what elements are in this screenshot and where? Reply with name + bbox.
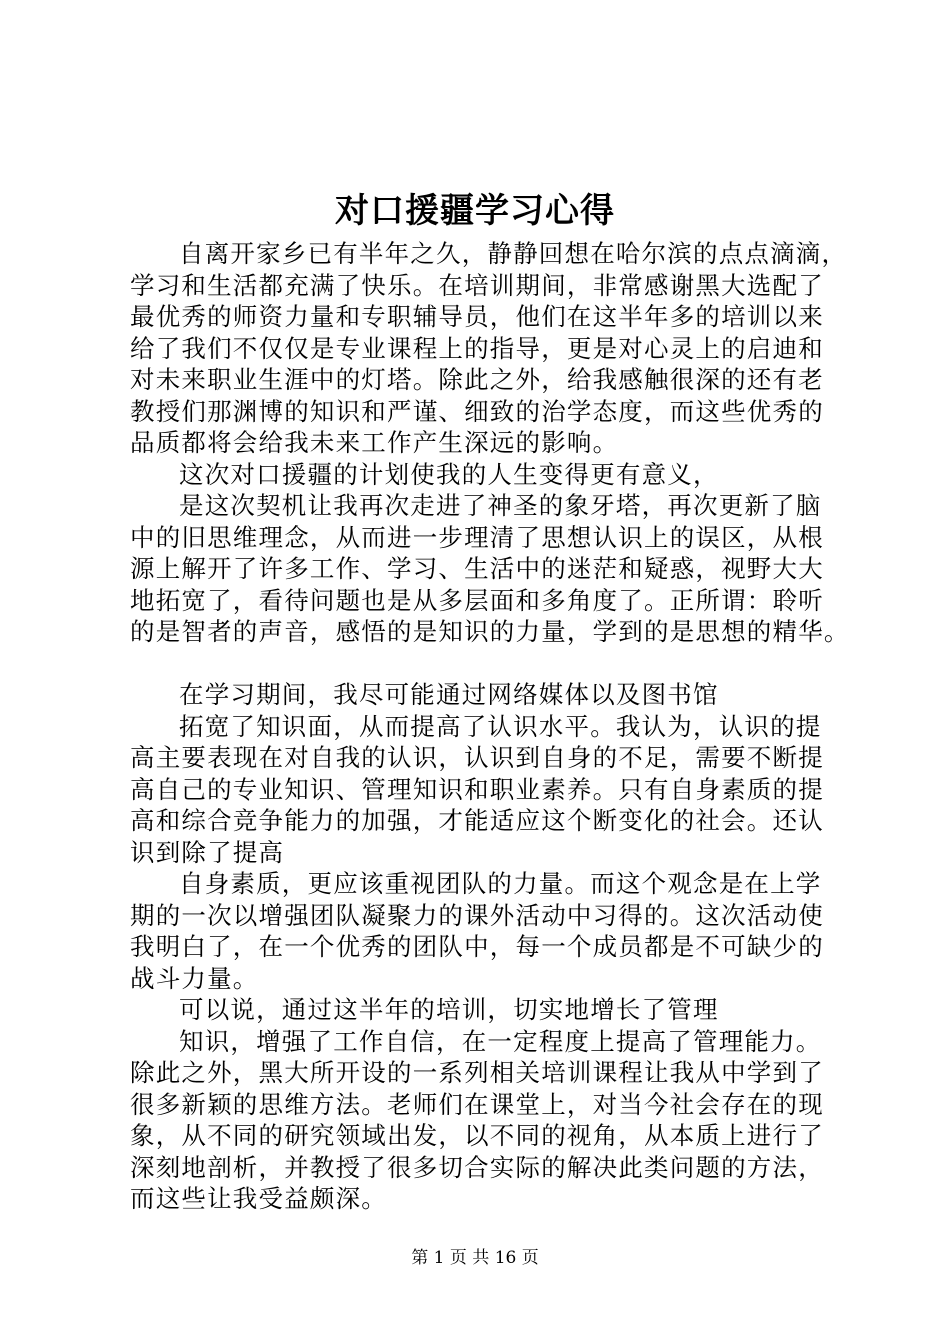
- text-line: 地拓宽了，看待问题也是从多层面和多角度了。正所谓：聆听: [130, 585, 824, 615]
- text-line: 在学习期间，我尽可能通过网络媒体以及图书馆: [179, 680, 719, 709]
- text-line: 对未来职业生涯中的灯塔。除此之外，给我感触很深的还有老: [130, 365, 824, 394]
- text-line: 战斗力量。: [130, 963, 259, 993]
- text-line: 自身素质，更应该重视团队的力量。而这个观念是在上学: [179, 869, 822, 898]
- document-body: [130, 238, 850, 1215]
- text-line: 教授们那渊博的知识和严谨、细致的治学态度，而这些优秀的: [130, 396, 824, 426]
- text-line: 自离开家乡已有半年之久，静静回想在哈尔滨的点点滴滴，: [179, 239, 848, 268]
- text-line: 品质都将会给我未来工作产生深远的影响。: [130, 428, 619, 457]
- text-line: 知识，增强了工作自信，在一定程度上提高了管理能力。: [179, 1026, 822, 1056]
- text-line: 中的旧思维理念，从而进一步理清了思想认识上的误区，从根: [130, 522, 824, 552]
- text-line: 象，从不同的研究领域出发，以不同的视角，从本质上进行了: [130, 1121, 824, 1150]
- text-line: 这次对口援疆的计划使我的人生变得更有意义，: [179, 459, 719, 489]
- text-line: 而这些让我受益颇深。: [130, 1184, 387, 1213]
- text-line: 给了我们不仅仅是专业课程上的指导，更是对心灵上的启迪和: [130, 333, 824, 363]
- text-line: 高自己的专业知识、管理知识和职业素养。只有自身素质的提: [130, 774, 824, 804]
- text-line: 拓宽了知识面，从而提高了认识水平。我认为，认识的提: [179, 711, 822, 741]
- text-line: 深刻地剖析，并教授了很多切合实际的解决此类问题的方法，: [130, 1152, 824, 1182]
- text-line: 除此之外，黑大所开设的一系列相关培训课程让我从中学到了: [130, 1058, 824, 1087]
- text-line: 高和综合竞争能力的加强，才能适应这个断变化的社会。还认: [130, 806, 824, 835]
- text-line: 我明白了，在一个优秀的团队中，每一个成员都是不可缺少的: [130, 932, 824, 961]
- text-line: 是这次契机让我再次走进了神圣的象牙塔，再次更新了脑: [179, 491, 822, 520]
- text-line: 很多新颖的思维方法。老师们在课堂上，对当今社会存在的现: [130, 1089, 824, 1119]
- text-line: 可以说，通过这半年的培训，切实地增长了管理: [179, 995, 719, 1024]
- text-line: 最优秀的师资力量和专职辅导员，他们在这半年多的培训以来: [130, 302, 824, 331]
- page-footer: 第 1 页 共 16 页: [411, 1248, 539, 1268]
- text-line: 期的一次以增强团队凝聚力的课外活动中习得的。这次活动使: [130, 900, 824, 930]
- paragraph-gap: [130, 648, 842, 680]
- text-line: 源上解开了许多工作、学习、生活中的迷茫和疑惑，视野大大: [130, 554, 824, 583]
- text-line: 高主要表现在对自我的认识，认识到自身的不足，需要不断提: [130, 743, 824, 772]
- text-line: 学习和生活都充满了快乐。在培训期间，非常感谢黑大选配了: [130, 270, 824, 300]
- text-line: 的是智者的声音，感悟的是知识的力量，学到的是思想的精华。: [130, 617, 850, 646]
- document-title: 对口援疆学习心得: [335, 191, 615, 231]
- text-line: 识到除了提高: [130, 837, 285, 867]
